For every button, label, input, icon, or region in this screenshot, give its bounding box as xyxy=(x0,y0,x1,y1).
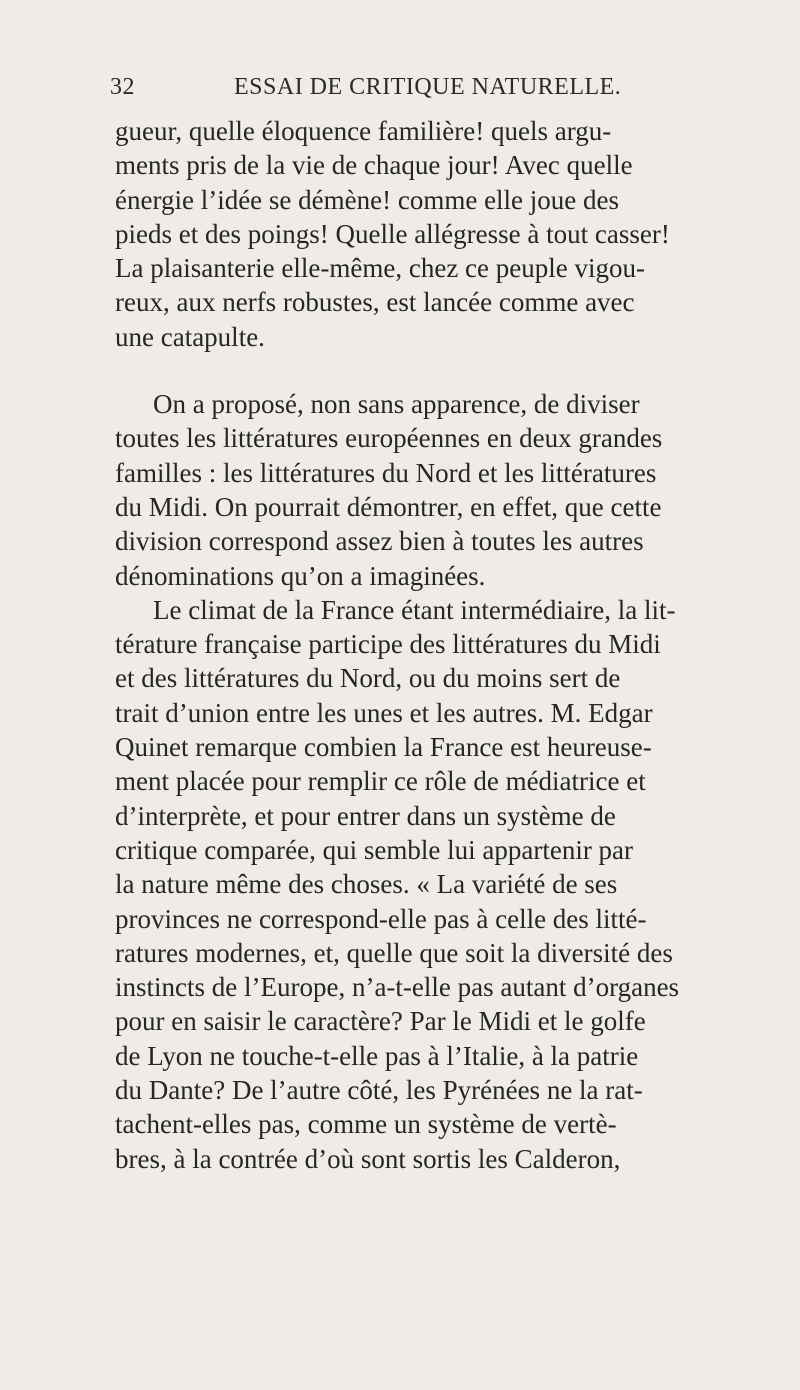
text-line: énergie l’idée se démène! comme elle joue des xyxy=(115,184,620,215)
running-title: ESSAI DE CRITIQUE NATURELLE. xyxy=(234,74,622,100)
paragraph xyxy=(115,593,795,1176)
text-line: ratures modernes, et, quelle que soit la diversité des xyxy=(115,937,673,968)
text-line: du Midi. On pourrait démontrer, en effet, que cette xyxy=(115,491,662,522)
text-line: bres, à la contrée d’où sont sortis les Calderon, xyxy=(115,1143,621,1174)
text-line: La plaisanterie elle-même, chez ce peuple vigou- xyxy=(115,253,645,284)
text-line: de Lyon ne touche-t-elle pas à l’Italie, à la patrie xyxy=(115,1040,639,1071)
text-line: provinces ne correspond-elle pas à celle des litté- xyxy=(115,903,647,934)
text-line: division correspond assez bien à toutes les autres xyxy=(115,526,644,557)
text-line: toutes les littératures européennes en deux grandes xyxy=(115,423,663,454)
text-line: instincts de l’Europe, n’a-t-elle pas autant d’organes xyxy=(115,972,680,1003)
text-line: pieds et des poings! Quelle allégresse à tout casser! xyxy=(115,218,670,249)
paragraph-gap xyxy=(115,354,795,387)
body-text xyxy=(115,114,795,1176)
text-line: térature française participe des littératures du Midi xyxy=(115,629,661,660)
text-line: trait d’union entre les unes et les autres. M. Edgar xyxy=(115,697,653,728)
text-line: ments pris de la vie de chaque jour! Avec quelle xyxy=(115,150,633,181)
text-line: reux, aux nerfs robustes, est lancée comme avec xyxy=(115,287,635,318)
text-line: Quinet remarque combien la France est heureuse- xyxy=(115,732,652,763)
text-line: On a proposé, non sans apparence, de diviser xyxy=(153,389,640,420)
text-line: et des littératures du Nord, ou du moins sert de xyxy=(115,663,621,694)
text-line: gueur, quelle éloquence familière! quels argu- xyxy=(115,116,612,146)
text-line: ment placée pour remplir ce rôle de médiatrice et xyxy=(115,766,646,797)
text-line: Le climat de la France étant intermédiaire, la lit- xyxy=(153,594,676,625)
text-line: du Dante? De l’autre côté, les Pyrénées ne la rat- xyxy=(115,1075,643,1106)
text-line: pour en saisir le caractère? Par le Midi et le golfe xyxy=(115,1006,646,1037)
text-line: une catapulte. xyxy=(115,321,265,352)
text-line: familles : les littératures du Nord et les littératures xyxy=(115,457,657,488)
paragraph xyxy=(115,387,795,593)
text-line: la nature même des choses. « La variété de ses xyxy=(115,869,618,900)
text-line: critique comparée, qui semble lui appartenir par xyxy=(115,834,634,865)
page-number: 32 xyxy=(110,74,135,100)
paragraph xyxy=(115,114,795,354)
running-head xyxy=(110,74,670,108)
text-line: tachent-elles pas, comme un système de vertè- xyxy=(115,1109,617,1140)
text-line: dénominations qu’on a imaginées. xyxy=(115,560,486,591)
text-line: d’interprète, et pour entrer dans un système de xyxy=(115,800,616,831)
